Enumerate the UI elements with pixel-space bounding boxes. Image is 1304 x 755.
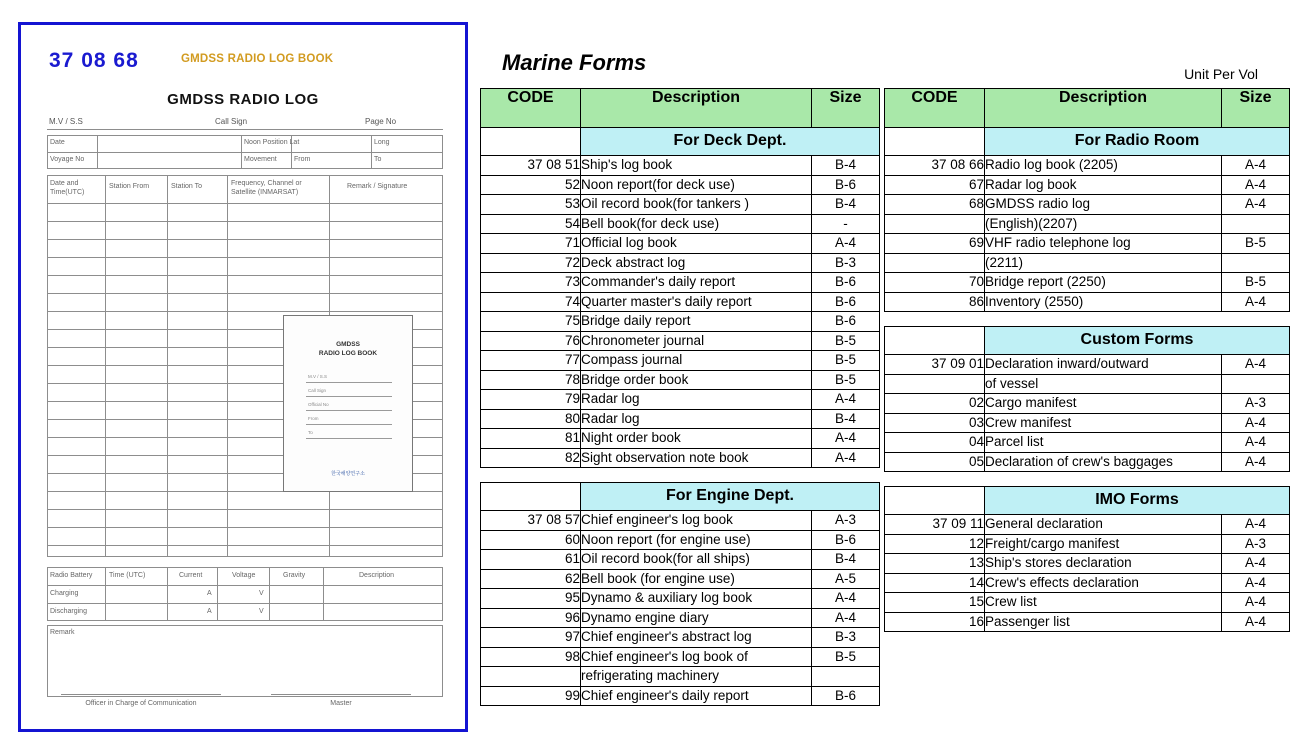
- cell-size: [1222, 374, 1290, 394]
- cell-size: B-4: [812, 409, 880, 429]
- forms-table-right: [884, 88, 1290, 632]
- table-header-row-left: [481, 89, 880, 128]
- cell-description: Dynamo engine diary: [581, 608, 812, 628]
- cell-code: 53: [481, 195, 581, 215]
- sheet-battery-unit-voltage-2: V: [259, 608, 264, 615]
- cell-code: 14: [885, 573, 985, 593]
- cell-code: 86: [885, 292, 985, 312]
- cell-size: A-3: [812, 511, 880, 531]
- cell-description: Chronometer journal: [581, 331, 812, 351]
- sheet-header-rule: [47, 129, 443, 130]
- table-row: [885, 273, 1290, 293]
- cell-size: B-5: [812, 370, 880, 390]
- cell-description: Chief engineer's log book of: [581, 647, 812, 667]
- table-row: [885, 214, 1290, 234]
- cell-description: Quarter master's daily report: [581, 292, 812, 312]
- cell-code: 70: [885, 273, 985, 293]
- cell-description: Crew manifest: [985, 413, 1222, 433]
- cell-description: Chief engineer's log book: [581, 511, 812, 531]
- section-header-row: [885, 128, 1290, 156]
- cell-size: A-4: [812, 234, 880, 254]
- cell-size: A-4: [1222, 292, 1290, 312]
- cell-code: 82: [481, 448, 581, 468]
- cell-size: B-6: [812, 175, 880, 195]
- cell-description: Oil record book(for tankers ): [581, 195, 812, 215]
- cell-size: B-6: [812, 273, 880, 293]
- col-header-description: Description: [581, 89, 812, 128]
- cell-code: 12: [885, 534, 985, 554]
- cell-description: (2211): [985, 253, 1222, 273]
- cell-description: Noon report(for deck use): [581, 175, 812, 195]
- cell-size: -: [812, 214, 880, 234]
- cell-code: 71: [481, 234, 581, 254]
- sample-form-sheet: [47, 117, 443, 699]
- cell-description: Ship's stores declaration: [985, 554, 1222, 574]
- table-row: [481, 448, 880, 468]
- table-row: [885, 195, 1290, 215]
- sheet-battery-row-discharging: Discharging: [50, 608, 87, 615]
- table-row: [481, 292, 880, 312]
- section-spacer: [885, 472, 1290, 487]
- sheet-col-frequency: Frequency, Channel or Satellite (INMARSAT): [231, 180, 302, 196]
- cell-code: 61: [481, 550, 581, 570]
- booklet-mini-from: From: [308, 416, 319, 421]
- signature-rule-left: [61, 694, 221, 695]
- table-row: [481, 530, 880, 550]
- cell-code: 13: [885, 554, 985, 574]
- sample-form-title: GMDSS RADIO LOG: [167, 91, 319, 108]
- col-header-size: Size: [812, 89, 880, 128]
- table-row: [885, 554, 1290, 574]
- cell-size: B-4: [812, 195, 880, 215]
- cell-code: 75: [481, 312, 581, 332]
- col-header-code: CODE: [481, 89, 581, 128]
- cell-description: Commander's daily report: [581, 273, 812, 293]
- sheet-header-mv: M.V / S.S: [49, 117, 83, 126]
- cell-description: VHF radio telephone log: [985, 234, 1222, 254]
- sheet-voyage-v2: [241, 135, 242, 169]
- table-row: [885, 175, 1290, 195]
- cell-size: B-3: [812, 628, 880, 648]
- table-row: [481, 589, 880, 609]
- sheet-label-from: From: [294, 156, 311, 163]
- cell-code: 37 09 11: [885, 515, 985, 535]
- table-row: [885, 374, 1290, 394]
- cell-description: Sight observation note book: [581, 448, 812, 468]
- table-row: [481, 253, 880, 273]
- cell-code: 04: [885, 433, 985, 453]
- sample-form-panel: [18, 22, 468, 732]
- sheet-col-station-to: Station To: [171, 183, 203, 190]
- cell-code: 05: [885, 452, 985, 472]
- table-row: [885, 394, 1290, 414]
- cell-size: A-3: [1222, 534, 1290, 554]
- cell-code: 95: [481, 589, 581, 609]
- cell-code: 68: [885, 195, 985, 215]
- cell-size: B-5: [812, 647, 880, 667]
- cell-description: (English)(2207): [985, 214, 1222, 234]
- table-row: [481, 667, 880, 687]
- sheet-label-long: Long: [374, 139, 390, 146]
- cell-description: Radar log book: [985, 175, 1222, 195]
- cell-description: Bell book (for engine use): [581, 569, 812, 589]
- section-code-spacer: [885, 327, 985, 355]
- cell-code: 37 08 57: [481, 511, 581, 531]
- sheet-label-date: Date: [50, 139, 65, 146]
- booklet-mini-officialno: Official No: [308, 402, 329, 407]
- cell-code: 80: [481, 409, 581, 429]
- cell-size: B-5: [812, 351, 880, 371]
- cell-code: 62: [481, 569, 581, 589]
- section-title: For Deck Dept.: [581, 128, 879, 155]
- table-row: [885, 452, 1290, 472]
- table-row: [885, 612, 1290, 632]
- cell-size: B-5: [1222, 234, 1290, 254]
- booklet-photo: [283, 315, 413, 492]
- table-row: [481, 511, 880, 531]
- col-header-size: Size: [1222, 89, 1290, 128]
- table-row: [481, 409, 880, 429]
- table-row: [481, 156, 880, 176]
- cell-size: A-4: [1222, 156, 1290, 176]
- table-row: [885, 515, 1290, 535]
- cell-code: 97: [481, 628, 581, 648]
- cell-code: 37 08 66: [885, 156, 985, 176]
- section-header-row: [481, 128, 880, 156]
- section-header-row: [481, 483, 880, 511]
- cell-code: 73: [481, 273, 581, 293]
- cell-size: A-4: [1222, 413, 1290, 433]
- table-row: [885, 156, 1290, 176]
- table-row: [885, 253, 1290, 273]
- table-row: [481, 214, 880, 234]
- sheet-battery-unit-current-2: A: [207, 608, 212, 615]
- signature-label-master: Master: [330, 700, 352, 707]
- table-row: [885, 413, 1290, 433]
- sheet-header-pageno: Page No: [365, 117, 397, 126]
- cell-description: Cargo manifest: [985, 394, 1222, 414]
- cell-code: 54: [481, 214, 581, 234]
- booklet-title-line2: RADIO LOG BOOK: [318, 350, 378, 357]
- sample-form-code: 37 08 68: [49, 49, 139, 72]
- table-row: [885, 573, 1290, 593]
- section-spacer: [481, 468, 880, 483]
- sheet-col-station-from: Station From: [109, 183, 150, 190]
- col-header-code: CODE: [885, 89, 985, 128]
- cell-code: [885, 214, 985, 234]
- table-row: [481, 351, 880, 371]
- cell-size: A-4: [812, 448, 880, 468]
- sheet-voyage-v1: [97, 135, 98, 169]
- cell-size: B-6: [812, 686, 880, 706]
- sheet-battery-col-0: Radio Battery: [50, 572, 93, 579]
- sheet-main-v2: [167, 175, 168, 557]
- cell-size: A-5: [812, 569, 880, 589]
- marine-forms-catalog: [480, 22, 1290, 703]
- cell-description: Deck abstract log: [581, 253, 812, 273]
- table-row: [885, 234, 1290, 254]
- section-title: Custom Forms: [985, 327, 1289, 354]
- cell-description: Dynamo & auxiliary log book: [581, 589, 812, 609]
- cell-code: 69: [885, 234, 985, 254]
- catalog-column-left: [480, 88, 880, 706]
- booklet-title-line1: GMDSS: [336, 341, 360, 348]
- sheet-main-headrule: [47, 203, 443, 204]
- cell-size: B-6: [812, 530, 880, 550]
- cell-description: General declaration: [985, 515, 1222, 535]
- cell-description: Crew's effects declaration: [985, 573, 1222, 593]
- cell-description: Declaration inward/outward: [985, 355, 1222, 375]
- section-header-row: [885, 487, 1290, 515]
- sheet-col-remark: Remark / Signature: [347, 183, 408, 190]
- cell-code: 72: [481, 253, 581, 273]
- cell-code: 98: [481, 647, 581, 667]
- table-row: [481, 608, 880, 628]
- cell-description: Noon report (for engine use): [581, 530, 812, 550]
- cell-description: Oil record book(for all ships): [581, 550, 812, 570]
- sheet-battery-midrule: [47, 603, 443, 604]
- cell-code: [481, 667, 581, 687]
- table-row: [481, 370, 880, 390]
- col-header-description: Description: [985, 89, 1222, 128]
- sheet-battery-col-2: Current: [179, 572, 203, 579]
- cell-code: 02: [885, 394, 985, 414]
- cell-size: A-4: [812, 589, 880, 609]
- cell-description: Night order book: [581, 429, 812, 449]
- signature-rule-right: [271, 694, 411, 695]
- cell-size: A-4: [1222, 175, 1290, 195]
- cell-size: A-4: [1222, 573, 1290, 593]
- cell-description: Radar log: [581, 409, 812, 429]
- cell-description: of vessel: [985, 374, 1222, 394]
- booklet-publisher-logo: 한국해양연구소: [331, 471, 365, 477]
- cell-description: Bridge daily report: [581, 312, 812, 332]
- cell-size: A-4: [1222, 593, 1290, 613]
- table-row: [481, 195, 880, 215]
- table-row: [481, 550, 880, 570]
- cell-size: B-5: [1222, 273, 1290, 293]
- cell-code: 37 08 51: [481, 156, 581, 176]
- cell-code: 60: [481, 530, 581, 550]
- cell-code: 15: [885, 593, 985, 613]
- cell-size: A-4: [812, 390, 880, 410]
- section-code-spacer: [481, 128, 581, 156]
- catalog-column-right: [884, 88, 1290, 632]
- cell-size: B-4: [812, 550, 880, 570]
- sheet-label-to: To: [374, 156, 382, 163]
- catalog-title: Marine Forms: [502, 50, 647, 75]
- table-row: [885, 355, 1290, 375]
- table-row: [885, 534, 1290, 554]
- cell-code: 03: [885, 413, 985, 433]
- cell-description: Bridge report (2250): [985, 273, 1222, 293]
- cell-description: Radar log: [581, 390, 812, 410]
- cell-code: [885, 374, 985, 394]
- table-row: [481, 647, 880, 667]
- table-row: [481, 234, 880, 254]
- cell-description: Declaration of crew's baggages: [985, 452, 1222, 472]
- sheet-battery-unit-voltage-1: V: [259, 590, 264, 597]
- sheet-col-datetime: Date and Time(UTC): [50, 180, 85, 196]
- table-row: [481, 390, 880, 410]
- sheet-remark-label: Remark: [50, 629, 75, 636]
- cell-code: 52: [481, 175, 581, 195]
- cell-size: B-5: [812, 331, 880, 351]
- cell-size: A-4: [812, 429, 880, 449]
- table-header-row-right: [885, 89, 1290, 128]
- cell-code: [885, 253, 985, 273]
- sheet-battery-col-3: Voltage: [232, 572, 256, 579]
- cell-size: [812, 667, 880, 687]
- section-title-cell: [985, 128, 1290, 156]
- sheet-remark-box: [47, 625, 443, 697]
- cell-size: B-6: [812, 292, 880, 312]
- sheet-main-v3: [227, 175, 228, 557]
- cell-size: B-4: [812, 156, 880, 176]
- cell-code: 67: [885, 175, 985, 195]
- cell-size: B-6: [812, 312, 880, 332]
- cell-description: Official log book: [581, 234, 812, 254]
- section-title-cell: [581, 483, 880, 511]
- cell-description: Bell book(for deck use): [581, 214, 812, 234]
- section-title-cell: [985, 327, 1290, 355]
- table-row: [481, 569, 880, 589]
- sheet-battery-headrule: [47, 585, 443, 586]
- cell-description: Chief engineer's daily report: [581, 686, 812, 706]
- cell-description: Inventory (2550): [985, 292, 1222, 312]
- sheet-label-noon-position: Noon Position Lat: [244, 139, 300, 146]
- cell-size: A-4: [1222, 433, 1290, 453]
- cell-description: GMDSS radio log: [985, 195, 1222, 215]
- section-code-spacer: [885, 487, 985, 515]
- section-title: IMO Forms: [985, 487, 1289, 514]
- forms-table-left: [480, 88, 880, 706]
- sheet-battery-unit-current-1: A: [207, 590, 212, 597]
- sheet-voyage-v4: [371, 135, 372, 169]
- sheet-label-voyage-no: Voyage No: [50, 156, 85, 163]
- cell-size: A-4: [1222, 195, 1290, 215]
- cell-size: A-3: [1222, 394, 1290, 414]
- cell-description: Bridge order book: [581, 370, 812, 390]
- sheet-header-callsign: Call Sign: [215, 117, 248, 126]
- sheet-main-v1: [105, 175, 106, 557]
- cell-size: B-3: [812, 253, 880, 273]
- cell-description: Chief engineer's abstract log: [581, 628, 812, 648]
- cell-code: 78: [481, 370, 581, 390]
- table-row: [885, 292, 1290, 312]
- sample-form-caption: GMDSS RADIO LOG BOOK: [181, 53, 334, 65]
- table-row: [481, 628, 880, 648]
- cell-size: A-4: [1222, 355, 1290, 375]
- cell-code: 16: [885, 612, 985, 632]
- section-code-spacer: [481, 483, 581, 511]
- table-row: [885, 433, 1290, 453]
- section-header-row: [885, 327, 1290, 355]
- table-row: [481, 331, 880, 351]
- table-row: [885, 593, 1290, 613]
- table-row: [481, 312, 880, 332]
- cell-code: 37 09 01: [885, 355, 985, 375]
- sheet-battery-col-4: Gravity: [283, 572, 306, 579]
- cell-size: A-4: [812, 608, 880, 628]
- unit-per-vol-label: Unit Per Vol: [1184, 66, 1258, 82]
- cell-description: Radio log book (2205): [985, 156, 1222, 176]
- cell-code: 79: [481, 390, 581, 410]
- signature-label-officer: Officer in Charge of Communication: [85, 700, 197, 707]
- cell-description: Passenger list: [985, 612, 1222, 632]
- section-title-cell: [581, 128, 880, 156]
- sheet-battery-col-1: Time (UTC): [109, 572, 146, 579]
- cell-code: 76: [481, 331, 581, 351]
- table-row: [481, 175, 880, 195]
- section-spacer: [885, 312, 1290, 327]
- section-title: For Engine Dept.: [581, 483, 879, 510]
- cell-size: A-4: [1222, 515, 1290, 535]
- cell-description: Freight/cargo manifest: [985, 534, 1222, 554]
- cell-size: A-4: [1222, 612, 1290, 632]
- cell-description: Ship's log book: [581, 156, 812, 176]
- cell-code: 81: [481, 429, 581, 449]
- section-title-cell: [985, 487, 1290, 515]
- cell-size: A-4: [1222, 554, 1290, 574]
- cell-size: A-4: [1222, 452, 1290, 472]
- booklet-mini-callsign: Call Sign: [308, 388, 327, 393]
- cell-description: Compass journal: [581, 351, 812, 371]
- cell-code: 96: [481, 608, 581, 628]
- sheet-battery-col-5: Description: [359, 572, 395, 579]
- cell-size: [1222, 214, 1290, 234]
- cell-code: 77: [481, 351, 581, 371]
- table-row: [481, 686, 880, 706]
- sheet-label-movement: Movement: [244, 156, 277, 163]
- section-title: For Radio Room: [985, 128, 1289, 155]
- cell-description: Crew list: [985, 593, 1222, 613]
- cell-code: 99: [481, 686, 581, 706]
- section-code-spacer: [885, 128, 985, 156]
- booklet-mini-to: To: [308, 430, 313, 435]
- table-row: [481, 273, 880, 293]
- sheet-battery-row-charging: Charging: [50, 590, 79, 597]
- sheet-voyage-midrule: [47, 152, 443, 153]
- cell-size: [1222, 253, 1290, 273]
- booklet-mini-mv: M.V / S.S: [308, 374, 328, 379]
- cell-code: 74: [481, 292, 581, 312]
- cell-description: refrigerating machinery: [581, 667, 812, 687]
- cell-description: Parcel list: [985, 433, 1222, 453]
- table-row: [481, 429, 880, 449]
